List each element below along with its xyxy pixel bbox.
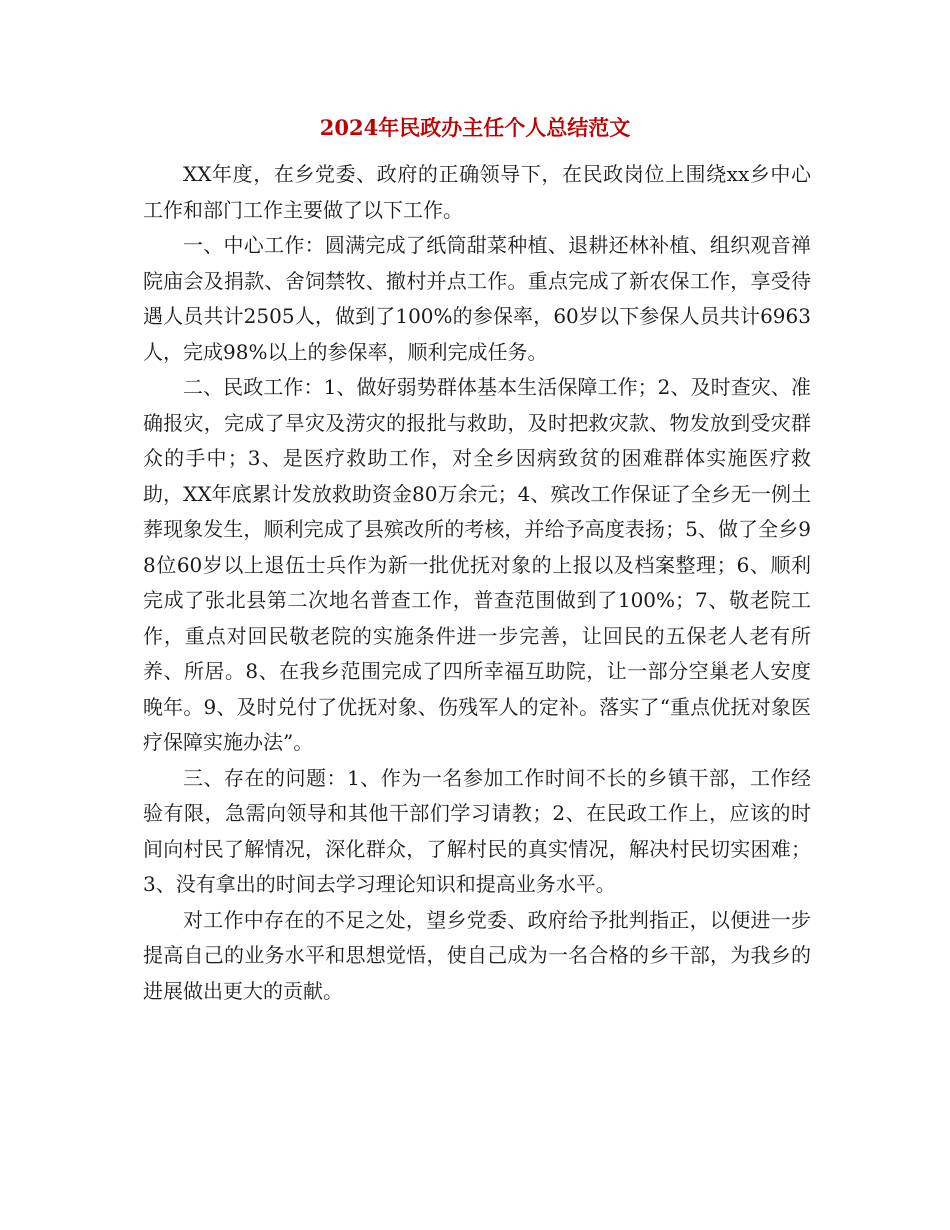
paragraph-central-work: 一、中心工作：圆满完成了纸筒甜菜种植、退耕还林补植、组织观音禅院庙会及捐款、舍饲禁牧、撤村并点工作。重点完成了新农保工作，享受待遇人员共计2505人，做到了100%的参保率，60岁以下参保人员共计6963人，完成98%以上的参保率，顺利完成任务。 <box>143 233 811 364</box>
paragraph-problems: 三、存在的问题：1、作为一名参加工作时间不长的乡镇干部，工作经验有限，急需向领导和其他干部们学习请教；2、在民政工作上，应该的时间向村民了解情况，深化群众，了解村民的真实情况，解决村民切实困难；3、没有拿出的时间去学习理论知识和提高业务水平。 <box>143 765 811 896</box>
paragraph-conclusion: 对工作中存在的不足之处，望乡党委、政府给予批判指正，以便进一步提高自己的业务水平和思想觉悟，使自己成为一名合格的乡干部，为我乡的进展做出更大的贡献。 <box>143 907 811 1003</box>
paragraph-civil-affairs: 二、民政工作：1、做好弱势群体基本生活保障工作；2、及时查灾、准确报灾，完成了旱灾及涝灾的报批与救助，及时把救灾款、物发放到受灾群众的手中；3、是医疗救助工作，对全乡因病致贫的困难群体实施医疗救助，XX年底累计发放救助资金80万余元；4、殡改工作保证了全乡无一例土葬现象发生，顺利完成了县殡改所的考核，并给予高度表扬；5、做了全乡98位60岁以上退伍士兵作为新一批优抚对象的上报以及档案整理；6、顺利完成了张北县第二次地名普查工作，普查范围做到了100%；7、敬老院工作，重点对回民敬老院的实施条件进一步完善，让回民的五保老人老有所养、所居。8、在我乡范围完成了四所幸福互助院，让一部分空巢老人安度晚年。9、及时兑付了优抚对象、伤残军人的定补。落实了“重点优抚对象医疗保障实施办法”。 <box>143 375 811 754</box>
document-body <box>143 157 811 1009</box>
document-title: 2024年民政办主任个人总结范文 <box>319 115 631 140</box>
paragraph-intro: XX年度，在乡党委、政府的正确领导下，在民政岗位上围绕xx乡中心工作和部门工作主要做了以下工作。 <box>143 162 811 222</box>
